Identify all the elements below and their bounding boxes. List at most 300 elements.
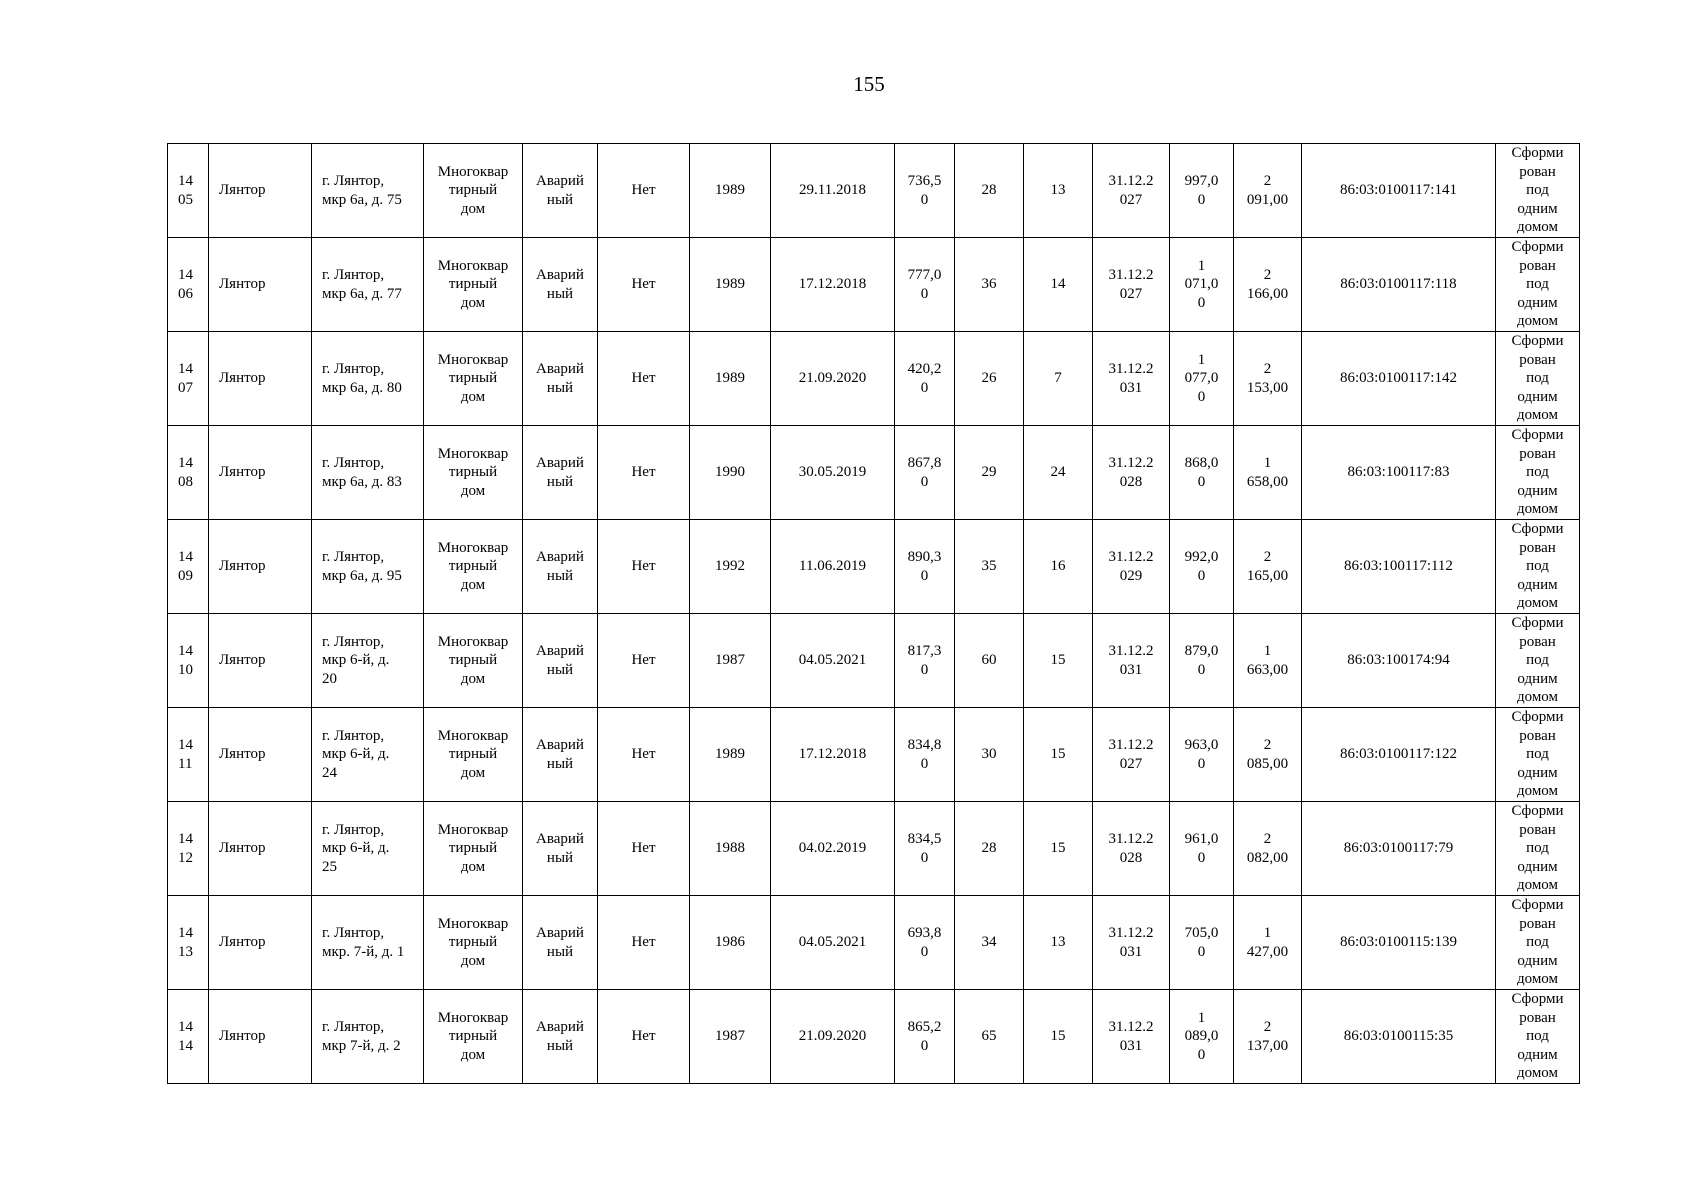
total-area-cell-line: 085,00 bbox=[1246, 755, 1289, 772]
flag-cell: Нет bbox=[598, 614, 690, 708]
area-cell-line: 834,5 bbox=[907, 831, 942, 847]
note-cell-line: домом bbox=[1516, 689, 1559, 706]
year-cell: 1988 bbox=[690, 802, 771, 896]
year-cell: 1990 bbox=[690, 426, 771, 520]
note-cell-line: одним bbox=[1517, 200, 1558, 217]
land-area-cell-line: 1 bbox=[1197, 351, 1206, 368]
area-cell bbox=[895, 426, 955, 520]
year-cell: 1989 bbox=[690, 332, 771, 426]
row-number-cell-line: 14 bbox=[178, 1019, 193, 1035]
land-area-cell-line: 0 bbox=[1197, 388, 1206, 405]
planned-date-cell-line: 027 bbox=[1119, 285, 1143, 302]
building-type-cell bbox=[424, 144, 523, 238]
note-cell-line: рован bbox=[1519, 163, 1556, 180]
row-number-cell-line: 14 bbox=[178, 361, 193, 377]
building-type-cell-line: дом bbox=[460, 294, 486, 311]
total-area-cell-line: 082,00 bbox=[1246, 849, 1289, 866]
residents-cell: 26 bbox=[955, 332, 1024, 426]
condition-cell-line: Аварий bbox=[536, 549, 584, 565]
note-cell-line: Сформи bbox=[1511, 333, 1564, 350]
land-area-cell-line: 089,0 bbox=[1184, 1028, 1219, 1045]
land-area-cell-line: 0 bbox=[1197, 849, 1206, 866]
condition-cell bbox=[523, 896, 598, 990]
building-type-cell-line: тирный bbox=[448, 934, 498, 951]
row-number-cell bbox=[168, 426, 209, 520]
note-cell-line: под bbox=[1526, 464, 1549, 481]
note-cell-line: домом bbox=[1516, 971, 1559, 988]
note-cell-line: рован bbox=[1519, 727, 1556, 744]
row-number-cell-line: 14 bbox=[178, 831, 193, 847]
address-cell-line: мкр 6-й, д. bbox=[322, 840, 390, 857]
note-cell-line: домом bbox=[1516, 313, 1559, 330]
row-number-cell-line: 14 bbox=[178, 455, 193, 471]
area-cell-line: 420,2 bbox=[907, 361, 942, 377]
note-cell-line: Сформи bbox=[1511, 145, 1564, 162]
cadastral-number-cell: 86:03:0100117:141 bbox=[1302, 144, 1496, 238]
cadastral-number-cell: 86:03:0100115:35 bbox=[1302, 990, 1496, 1084]
building-type-cell-line: тирный bbox=[448, 276, 498, 293]
note-cell-line: Сформи bbox=[1511, 991, 1564, 1008]
address-cell bbox=[312, 990, 424, 1084]
building-type-cell-line: дом bbox=[460, 388, 486, 405]
address-cell bbox=[312, 896, 424, 990]
building-type-cell-line: Многоквар bbox=[437, 445, 509, 462]
planned-date-cell-line: 028 bbox=[1119, 473, 1143, 490]
address-cell-line: г. Лянтор, bbox=[322, 361, 385, 377]
row-number-cell-line: 08 bbox=[178, 473, 193, 490]
building-type-cell-line: Многоквар bbox=[437, 257, 509, 274]
total-area-cell-line: 2 bbox=[1263, 737, 1272, 753]
address-cell bbox=[312, 332, 424, 426]
planned-date-cell-line: 028 bbox=[1119, 849, 1143, 866]
note-cell bbox=[1496, 896, 1580, 990]
land-area-cell bbox=[1170, 144, 1234, 238]
total-area-cell bbox=[1234, 990, 1302, 1084]
row-number-cell-line: 09 bbox=[178, 567, 193, 584]
planned-date-cell bbox=[1093, 238, 1170, 332]
total-area-cell-line: 427,00 bbox=[1246, 943, 1289, 960]
condition-cell bbox=[523, 144, 598, 238]
address-cell-line: мкр 7-й, д. 2 bbox=[322, 1037, 401, 1054]
address-cell-line: мкр 6а, д. 75 bbox=[322, 191, 402, 208]
city-cell: Лянтор bbox=[209, 520, 312, 614]
date-cell: 21.09.2020 bbox=[771, 332, 895, 426]
building-type-cell-line: Многоквар bbox=[437, 1009, 509, 1026]
note-cell-line: под bbox=[1526, 558, 1549, 575]
cadastral-number-cell: 86:03:0100117:79 bbox=[1302, 802, 1496, 896]
area-cell-line: 834,8 bbox=[907, 737, 942, 753]
building-type-cell bbox=[424, 426, 523, 520]
condition-cell bbox=[523, 990, 598, 1084]
total-area-cell-line: 2 bbox=[1263, 267, 1272, 283]
row-number-cell-line: 13 bbox=[178, 943, 193, 960]
total-area-cell bbox=[1234, 708, 1302, 802]
note-cell-line: одним bbox=[1517, 670, 1558, 687]
note-cell-line: под bbox=[1526, 370, 1549, 387]
year-cell: 1987 bbox=[690, 614, 771, 708]
area-cell bbox=[895, 802, 955, 896]
building-type-cell-line: Многоквар bbox=[437, 633, 509, 650]
condition-cell-line: ный bbox=[546, 943, 574, 960]
flag-cell: Нет bbox=[598, 708, 690, 802]
note-cell bbox=[1496, 708, 1580, 802]
land-area-cell bbox=[1170, 708, 1234, 802]
cadastral-number-cell: 86:03:0100115:139 bbox=[1302, 896, 1496, 990]
row-number-cell-line: 05 bbox=[178, 191, 193, 208]
row-number-cell-line: 07 bbox=[178, 379, 193, 396]
note-cell-line: одним bbox=[1517, 388, 1558, 405]
city-cell: Лянтор bbox=[209, 802, 312, 896]
row-number-cell bbox=[168, 708, 209, 802]
building-type-cell-line: Многоквар bbox=[437, 351, 509, 368]
city-cell: Лянтор bbox=[209, 238, 312, 332]
note-cell bbox=[1496, 332, 1580, 426]
area-cell bbox=[895, 614, 955, 708]
address-cell-line: мкр 6-й, д. bbox=[322, 652, 390, 669]
row-number-cell-line: 14 bbox=[178, 925, 193, 941]
area-cell bbox=[895, 238, 955, 332]
condition-cell-line: ный bbox=[546, 379, 574, 396]
land-area-cell-line: 705,0 bbox=[1184, 925, 1219, 941]
address-cell-line: мкр 6а, д. 83 bbox=[322, 473, 402, 490]
cadastral-number-cell: 86:03:100117:112 bbox=[1302, 520, 1496, 614]
total-area-cell-line: 153,00 bbox=[1246, 379, 1289, 396]
address-cell-line: мкр 6а, д. 95 bbox=[322, 567, 402, 584]
condition-cell bbox=[523, 238, 598, 332]
flag-cell: Нет bbox=[598, 802, 690, 896]
area-cell-line: 0 bbox=[920, 567, 929, 584]
address-cell bbox=[312, 708, 424, 802]
area-cell-line: 890,3 bbox=[907, 549, 942, 565]
total-area-cell bbox=[1234, 520, 1302, 614]
planned-date-cell bbox=[1093, 144, 1170, 238]
note-cell-line: рован bbox=[1519, 257, 1556, 274]
flag-cell: Нет bbox=[598, 332, 690, 426]
row-number-cell bbox=[168, 614, 209, 708]
note-cell-line: рован bbox=[1519, 445, 1556, 462]
address-cell bbox=[312, 520, 424, 614]
cadastral-number-cell: 86:03:100174:94 bbox=[1302, 614, 1496, 708]
city-cell: Лянтор bbox=[209, 144, 312, 238]
row-number-cell bbox=[168, 990, 209, 1084]
table-row bbox=[168, 426, 1580, 520]
total-area-cell-line: 165,00 bbox=[1246, 567, 1289, 584]
note-cell-line: домом bbox=[1516, 877, 1559, 894]
land-area-cell-line: 0 bbox=[1197, 473, 1206, 490]
building-type-cell bbox=[424, 990, 523, 1084]
units-cell: 15 bbox=[1024, 614, 1093, 708]
note-cell-line: домом bbox=[1516, 407, 1559, 424]
units-cell: 15 bbox=[1024, 802, 1093, 896]
planned-date-cell-line: 31.12.2 bbox=[1108, 643, 1154, 659]
row-number-cell-line: 14 bbox=[178, 1037, 193, 1054]
address-cell-line: мкр. 7-й, д. 1 bbox=[322, 943, 405, 960]
planned-date-cell-line: 031 bbox=[1119, 661, 1143, 678]
area-cell-line: 0 bbox=[920, 661, 929, 678]
city-cell: Лянтор bbox=[209, 614, 312, 708]
area-cell-line: 867,8 bbox=[907, 455, 942, 471]
condition-cell-line: ный bbox=[546, 661, 574, 678]
address-cell-line: г. Лянтор, bbox=[322, 727, 385, 744]
address-cell bbox=[312, 144, 424, 238]
address-cell-line: г. Лянтор, bbox=[322, 925, 385, 941]
flag-cell: Нет bbox=[598, 238, 690, 332]
land-area-cell-line: 961,0 bbox=[1184, 831, 1219, 847]
address-cell-line: г. Лянтор, bbox=[322, 455, 385, 471]
condition-cell-line: ный bbox=[546, 567, 574, 584]
table-row bbox=[168, 520, 1580, 614]
note-cell-line: Сформи bbox=[1511, 239, 1564, 256]
area-cell-line: 0 bbox=[920, 849, 929, 866]
table-row bbox=[168, 144, 1580, 238]
condition-cell-line: Аварий bbox=[536, 831, 584, 847]
year-cell: 1987 bbox=[690, 990, 771, 1084]
building-type-cell-line: Многоквар bbox=[437, 163, 509, 180]
condition-cell-line: ный bbox=[546, 473, 574, 490]
row-number-cell bbox=[168, 332, 209, 426]
condition-cell-line: Аварий bbox=[536, 737, 584, 753]
table-row bbox=[168, 238, 1580, 332]
address-cell-line: 20 bbox=[322, 670, 337, 687]
note-cell-line: Сформи bbox=[1511, 521, 1564, 538]
address-cell-line: 25 bbox=[322, 858, 337, 875]
row-number-cell-line: 12 bbox=[178, 849, 193, 866]
area-cell bbox=[895, 144, 955, 238]
table-row bbox=[168, 332, 1580, 426]
note-cell-line: домом bbox=[1516, 1065, 1559, 1082]
row-number-cell-line: 14 bbox=[178, 173, 193, 189]
year-cell: 1989 bbox=[690, 238, 771, 332]
condition-cell-line: ный bbox=[546, 755, 574, 772]
land-area-cell bbox=[1170, 426, 1234, 520]
note-cell-line: одним bbox=[1517, 764, 1558, 781]
note-cell-line: одним bbox=[1517, 576, 1558, 593]
year-cell: 1989 bbox=[690, 708, 771, 802]
address-cell-line: г. Лянтор, bbox=[322, 267, 385, 283]
flag-cell: Нет bbox=[598, 990, 690, 1084]
planned-date-cell-line: 31.12.2 bbox=[1108, 361, 1154, 377]
note-cell-line: домом bbox=[1516, 783, 1559, 800]
area-cell-line: 0 bbox=[920, 191, 929, 208]
date-cell: 30.05.2019 bbox=[771, 426, 895, 520]
planned-date-cell bbox=[1093, 896, 1170, 990]
planned-date-cell-line: 031 bbox=[1119, 943, 1143, 960]
land-area-cell-line: 0 bbox=[1197, 943, 1206, 960]
note-cell-line: Сформи bbox=[1511, 615, 1564, 632]
planned-date-cell bbox=[1093, 708, 1170, 802]
note-cell-line: под bbox=[1526, 276, 1549, 293]
land-area-cell bbox=[1170, 990, 1234, 1084]
planned-date-cell bbox=[1093, 990, 1170, 1084]
condition-cell-line: Аварий bbox=[536, 643, 584, 659]
address-cell bbox=[312, 426, 424, 520]
row-number-cell-line: 06 bbox=[178, 285, 193, 302]
units-cell: 24 bbox=[1024, 426, 1093, 520]
units-cell: 7 bbox=[1024, 332, 1093, 426]
total-area-cell bbox=[1234, 802, 1302, 896]
address-cell bbox=[312, 614, 424, 708]
residents-cell: 60 bbox=[955, 614, 1024, 708]
area-cell bbox=[895, 896, 955, 990]
land-area-cell-line: 879,0 bbox=[1184, 643, 1219, 659]
page-number: 155 bbox=[853, 72, 885, 96]
units-cell: 15 bbox=[1024, 990, 1093, 1084]
row-number-cell bbox=[168, 520, 209, 614]
note-cell-line: Сформи bbox=[1511, 803, 1564, 820]
flag-cell: Нет bbox=[598, 896, 690, 990]
cadastral-number-cell: 86:03:0100117:122 bbox=[1302, 708, 1496, 802]
area-cell-line: 865,2 bbox=[907, 1019, 942, 1035]
building-type-cell-line: дом bbox=[460, 952, 486, 969]
building-type-cell-line: тирный bbox=[448, 652, 498, 669]
land-area-cell-line: 1 bbox=[1197, 257, 1206, 274]
note-cell-line: рован bbox=[1519, 915, 1556, 932]
land-area-cell bbox=[1170, 802, 1234, 896]
building-type-cell-line: тирный bbox=[448, 840, 498, 857]
building-type-cell-line: дом bbox=[460, 482, 486, 499]
flag-cell: Нет bbox=[598, 144, 690, 238]
total-area-cell-line: 166,00 bbox=[1246, 285, 1289, 302]
total-area-cell-line: 2 bbox=[1263, 831, 1272, 847]
address-cell-line: мкр 6а, д. 77 bbox=[322, 285, 402, 302]
table-row bbox=[168, 802, 1580, 896]
building-type-cell-line: дом bbox=[460, 670, 486, 687]
note-cell bbox=[1496, 614, 1580, 708]
condition-cell-line: ный bbox=[546, 1037, 574, 1054]
building-type-cell-line: Многоквар bbox=[437, 539, 509, 556]
note-cell-line: одним bbox=[1517, 482, 1558, 499]
area-cell bbox=[895, 520, 955, 614]
row-number-cell-line: 14 bbox=[178, 549, 193, 565]
total-area-cell bbox=[1234, 144, 1302, 238]
building-type-cell-line: Многоквар bbox=[437, 821, 509, 838]
condition-cell bbox=[523, 426, 598, 520]
condition-cell bbox=[523, 520, 598, 614]
area-cell-line: 693,8 bbox=[907, 925, 942, 941]
area-cell-line: 777,0 bbox=[907, 267, 942, 283]
note-cell-line: Сформи bbox=[1511, 709, 1564, 726]
note-cell-line: рован bbox=[1519, 351, 1556, 368]
land-area-cell bbox=[1170, 332, 1234, 426]
total-area-cell bbox=[1234, 426, 1302, 520]
units-cell: 13 bbox=[1024, 896, 1093, 990]
building-type-cell-line: тирный bbox=[448, 1028, 498, 1045]
note-cell-line: одним bbox=[1517, 858, 1558, 875]
note-cell-line: под bbox=[1526, 746, 1549, 763]
total-area-cell-line: 091,00 bbox=[1246, 191, 1289, 208]
planned-date-cell-line: 031 bbox=[1119, 379, 1143, 396]
building-type-cell bbox=[424, 614, 523, 708]
building-type-cell bbox=[424, 896, 523, 990]
condition-cell-line: ный bbox=[546, 849, 574, 866]
units-cell: 15 bbox=[1024, 708, 1093, 802]
city-cell: Лянтор bbox=[209, 708, 312, 802]
row-number-cell bbox=[168, 238, 209, 332]
note-cell bbox=[1496, 802, 1580, 896]
note-cell-line: домом bbox=[1516, 219, 1559, 236]
planned-date-cell bbox=[1093, 614, 1170, 708]
date-cell: 21.09.2020 bbox=[771, 990, 895, 1084]
note-cell-line: под bbox=[1526, 652, 1549, 669]
year-cell: 1989 bbox=[690, 144, 771, 238]
building-type-cell bbox=[424, 802, 523, 896]
total-area-cell-line: 1 bbox=[1263, 643, 1272, 659]
address-cell-line: г. Лянтор, bbox=[322, 549, 385, 565]
note-cell-line: одним bbox=[1517, 952, 1558, 969]
note-cell-line: под bbox=[1526, 840, 1549, 857]
land-area-cell-line: 997,0 bbox=[1184, 173, 1219, 189]
row-number-cell-line: 14 bbox=[178, 737, 193, 753]
address-cell-line: г. Лянтор, bbox=[322, 633, 385, 650]
land-area-cell-line: 0 bbox=[1197, 294, 1206, 311]
land-area-cell bbox=[1170, 520, 1234, 614]
planned-date-cell-line: 31.12.2 bbox=[1108, 455, 1154, 471]
date-cell: 04.05.2021 bbox=[771, 614, 895, 708]
building-type-cell bbox=[424, 238, 523, 332]
planned-date-cell bbox=[1093, 802, 1170, 896]
row-number-cell bbox=[168, 802, 209, 896]
building-type-cell bbox=[424, 708, 523, 802]
planned-date-cell-line: 029 bbox=[1119, 567, 1143, 584]
planned-date-cell-line: 027 bbox=[1119, 755, 1143, 772]
total-area-cell-line: 2 bbox=[1263, 361, 1272, 377]
units-cell: 14 bbox=[1024, 238, 1093, 332]
building-type-cell-line: тирный bbox=[448, 558, 498, 575]
table-row bbox=[168, 896, 1580, 990]
address-cell-line: 24 bbox=[322, 764, 337, 781]
area-cell-line: 736,5 bbox=[907, 173, 942, 189]
total-area-cell bbox=[1234, 614, 1302, 708]
area-cell bbox=[895, 708, 955, 802]
planned-date-cell bbox=[1093, 332, 1170, 426]
row-number-cell-line: 14 bbox=[178, 267, 193, 283]
year-cell: 1986 bbox=[690, 896, 771, 990]
city-cell: Лянтор bbox=[209, 990, 312, 1084]
area-cell bbox=[895, 990, 955, 1084]
land-area-cell-line: 0 bbox=[1197, 191, 1206, 208]
total-area-cell-line: 2 bbox=[1263, 549, 1272, 565]
total-area-cell-line: 2 bbox=[1263, 1019, 1272, 1035]
total-area-cell bbox=[1234, 332, 1302, 426]
planned-date-cell-line: 31.12.2 bbox=[1108, 925, 1154, 941]
cadastral-number-cell: 86:03:0100117:118 bbox=[1302, 238, 1496, 332]
total-area-cell-line: 1 bbox=[1263, 925, 1272, 941]
date-cell: 04.05.2021 bbox=[771, 896, 895, 990]
residents-cell: 35 bbox=[955, 520, 1024, 614]
land-area-cell-line: 071,0 bbox=[1184, 276, 1219, 293]
building-type-cell-line: дом bbox=[460, 764, 486, 781]
total-area-cell-line: 2 bbox=[1263, 173, 1272, 189]
note-cell-line: рован bbox=[1519, 1009, 1556, 1026]
housing-register-table bbox=[167, 143, 1580, 1084]
cadastral-number-cell: 86:03:0100117:142 bbox=[1302, 332, 1496, 426]
cadastral-number-cell: 86:03:100117:83 bbox=[1302, 426, 1496, 520]
date-cell: 11.06.2019 bbox=[771, 520, 895, 614]
address-cell bbox=[312, 802, 424, 896]
area-cell bbox=[895, 332, 955, 426]
area-cell-line: 0 bbox=[920, 1037, 929, 1054]
area-cell-line: 0 bbox=[920, 473, 929, 490]
row-number-cell-line: 14 bbox=[178, 643, 193, 659]
row-number-cell-line: 11 bbox=[178, 755, 193, 772]
total-area-cell-line: 663,00 bbox=[1246, 661, 1289, 678]
condition-cell-line: Аварий bbox=[536, 455, 584, 471]
units-cell: 13 bbox=[1024, 144, 1093, 238]
address-cell-line: мкр 6а, д. 80 bbox=[322, 379, 402, 396]
planned-date-cell bbox=[1093, 520, 1170, 614]
note-cell-line: под bbox=[1526, 934, 1549, 951]
note-cell-line: рован bbox=[1519, 633, 1556, 650]
